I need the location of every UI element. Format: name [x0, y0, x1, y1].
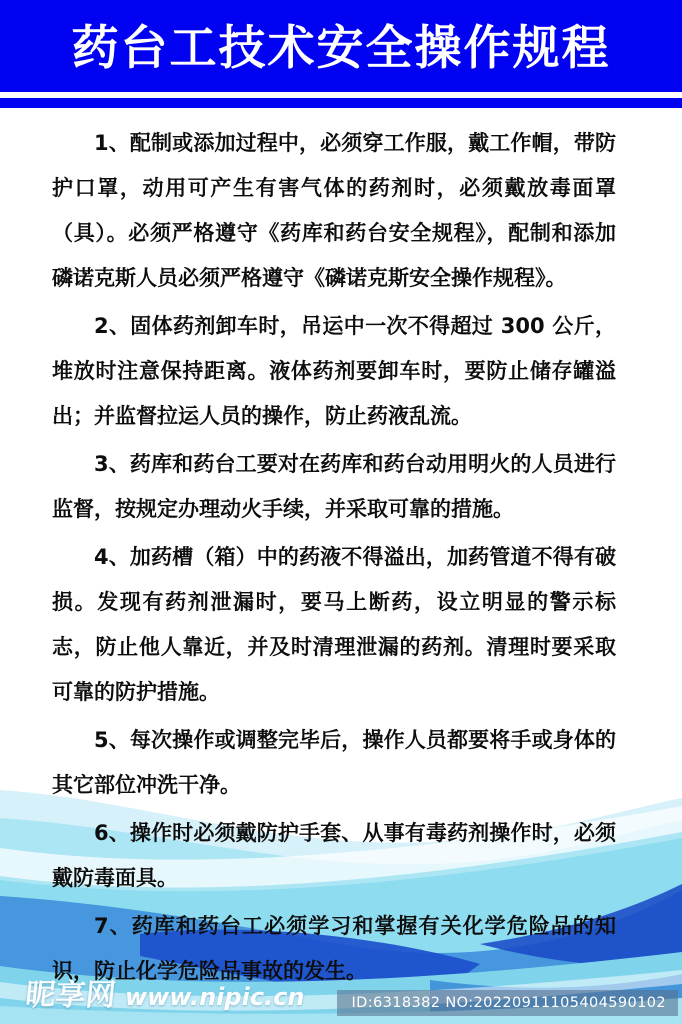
procedure-item: 4、加药槽（箱）中的药液不得溢出，加药管道不得有破损。发现有药剂泄漏时，要马上断药，设立明显的警示标志，防止他人靠近，并及时清理泄漏的药剂。清理时要采取可靠的防护措施。 — [52, 545, 616, 704]
procedure-list — [0, 108, 682, 994]
header-banner — [0, 0, 682, 92]
header-divider-blue — [0, 98, 682, 108]
watermark — [23, 970, 305, 1014]
procedure-item: 1、配制或添加过程中，必须穿工作服，戴工作帽，带防护口罩，动用可产生有害气体的药剂时，必须戴放毒面罩（具）。必须严格遵守《药库和药台安全规程》，配制和添加磷诺克斯人员必须严格遵守《磷诺克斯安全操作规程》。 — [52, 131, 616, 290]
procedure-item: 5、每次操作或调整完毕后，操作人员都要将手或身体的其它部位冲洗干净。 — [52, 728, 616, 797]
procedure-item: 2、固体药剂卸车时，吊运中一次不得超过 300 公斤，堆放时注意保持距离。液体药剂要卸车时，要防止储存罐溢出；并监督拉运人员的操作，防止药液乱流。 — [52, 314, 616, 428]
image-id-bar: ID:6318382 NO:20220911105404590102 — [337, 990, 678, 1017]
watermark-site-url: www.nipic.cn — [125, 983, 305, 1011]
procedure-item: 3、药库和药台工要对在药库和药台动用明火的人员进行监督，按规定办理动火手续，并采取可靠的措施。 — [52, 452, 616, 521]
watermark-site-name: 昵享网 — [23, 978, 118, 1013]
procedure-item: 6、操作时必须戴防护手套、从事有毒药剂操作时，必须戴防毒面具。 — [52, 821, 616, 890]
procedure-item: 7、药库和药台工必须学习和掌握有关化学危险品的知识，防止化学危险品事故的发生。 — [52, 914, 616, 983]
poster-title: 药台工技术安全操作规程 — [71, 20, 611, 76]
